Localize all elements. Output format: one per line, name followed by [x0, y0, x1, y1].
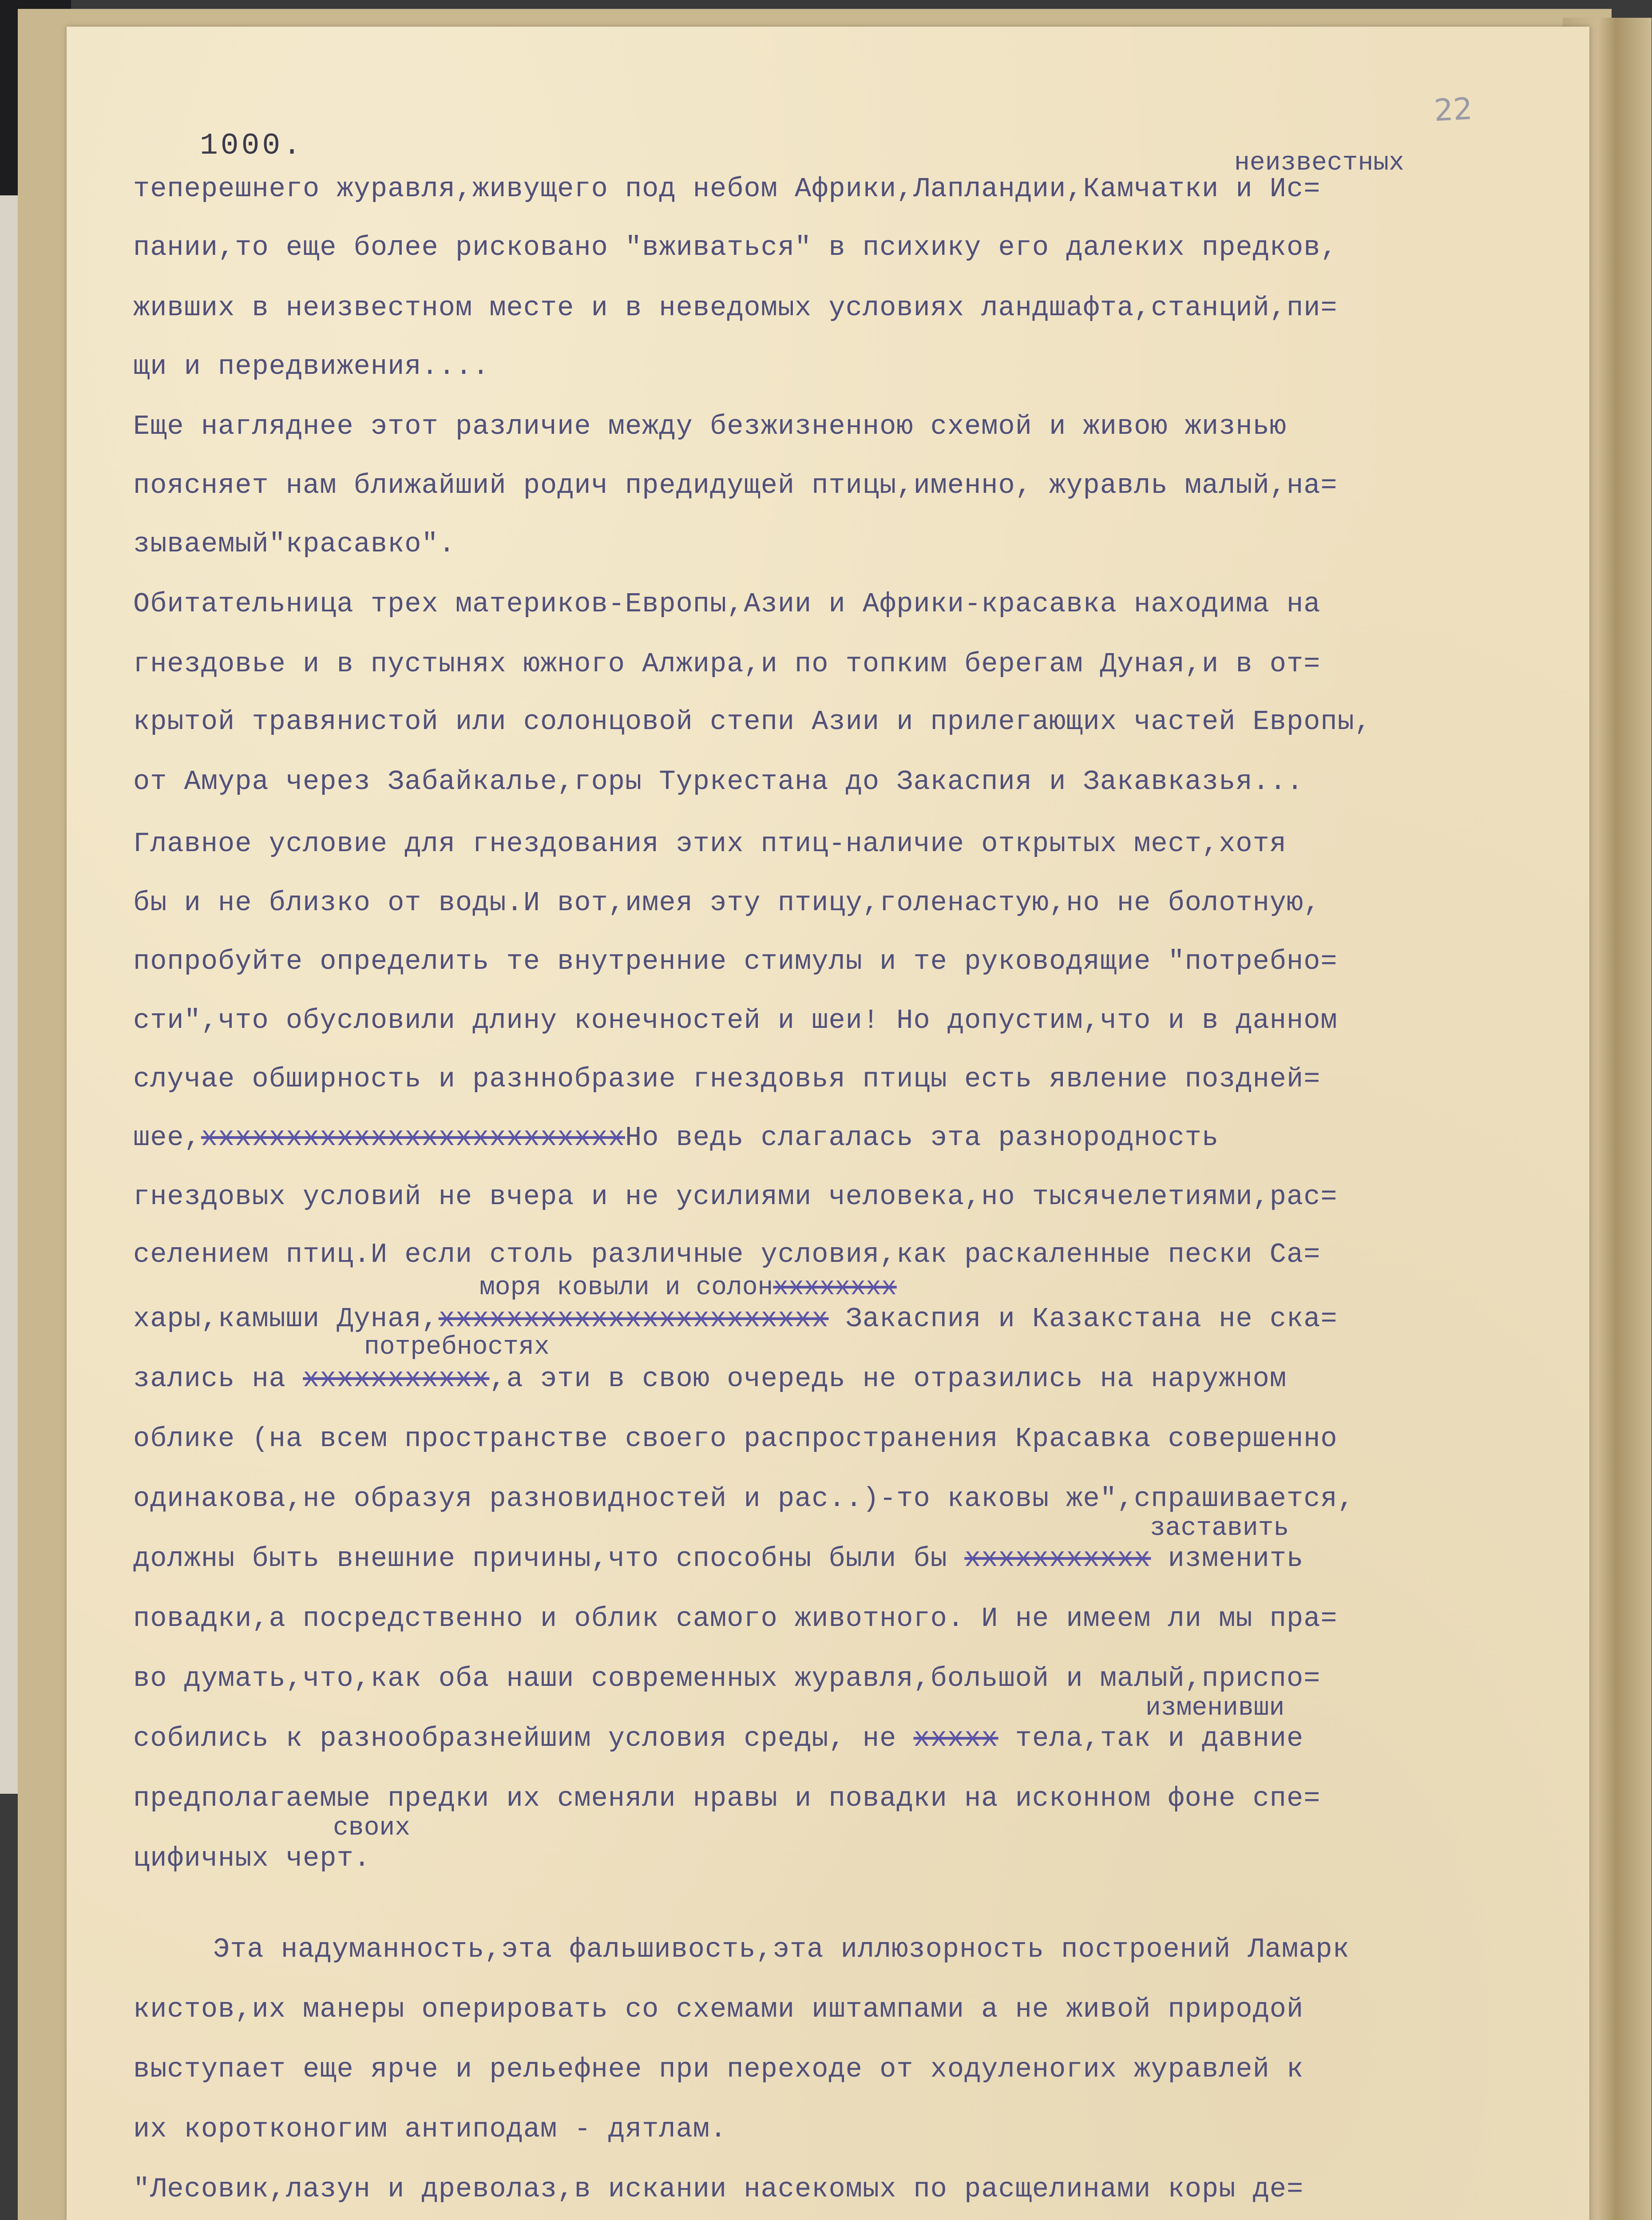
- text-line-22: облике (на всем пространстве своего распространения Красавка совершенно: [133, 1423, 1338, 1455]
- archive-page-number: 22: [1433, 91, 1474, 129]
- text-line-21: [133, 1363, 1287, 1395]
- insertion-unknown: неизвестных: [1234, 149, 1404, 178]
- text-line-5: Еще нагляднее этот различие между безжизненною схемой и живою жизнью: [133, 411, 1287, 442]
- text-line-10: крытой травянистой или солонцовой степи Азии и прилегающих частей Европы,: [133, 706, 1372, 737]
- text-line-14: попробуйте определить те внутренние стимулы и те руководящие "потребно=: [133, 946, 1338, 977]
- struck-text-5: xxxxx: [913, 1723, 998, 1754]
- struck-text-2: xxxxxxxxxxxxxxxxxxxxxxx: [438, 1303, 829, 1335]
- text-line-27: [133, 1723, 1303, 1754]
- text-line-29: цифичных черт.: [133, 1843, 371, 1874]
- text-line-6-part: поясняет нам ближайший родич предидущей птицы,именно, журавль малый,на=: [133, 470, 1338, 501]
- text-line-20-end: Закаспия и Казакстана не ска=: [828, 1303, 1338, 1335]
- text-line-3: живших в неизвестном месте и в неведомых условиях ландшафта,станций,пи=: [133, 292, 1338, 324]
- struck-text-3: xxxxxxxxxxx: [303, 1363, 490, 1395]
- struck-text-1: xxxxxxxxxxxxxxxxxxxxxxxxx: [201, 1122, 625, 1154]
- insertion-sea-grasses: [479, 1273, 897, 1302]
- text-line-19: селением птиц.И если столь различные условия,как раскаленные пески Са=: [133, 1239, 1321, 1270]
- text-line-20-start: хары,камыши Дуная,: [133, 1303, 439, 1335]
- text-line-9: гнездовье и в пустынях южного Алжира,и по топким берегам Дуная,и в от=: [133, 648, 1321, 680]
- text-line-16: случае обширность и разннобразие гнездовья птицы есть явление поздней=: [133, 1063, 1321, 1095]
- text-line-28: предполагаемые предки их сменяли нравы и повадки на исконном фоне спе=: [133, 1783, 1321, 1814]
- page-number: 1000.: [200, 129, 304, 163]
- text-line-21-start: зались на: [133, 1363, 286, 1395]
- text-line-17-end: Но ведь слагалась эта разнородность: [625, 1122, 1219, 1154]
- text-line-27-start: собились к разнообразнейшим условия среды, не: [133, 1723, 897, 1754]
- text-line-25: повадки,а посредственно и облик самого животного. И не имеем ли мы пра=: [133, 1603, 1338, 1634]
- text-line-33: их коротконогим антиподам - дятлам.: [133, 2113, 727, 2145]
- text-line-24-end: изменить: [1151, 1543, 1304, 1574]
- text-line-30: Эта надуманность,эта фальшивость,эта иллюзорность построений Ламарк: [213, 1934, 1350, 1965]
- struck-text-4: xxxxxxxxxxx: [964, 1543, 1151, 1574]
- insertion-changed: изменивши: [1145, 1694, 1285, 1723]
- insertion-own: своих: [333, 1814, 411, 1843]
- text-line-12: Главное условие для гнездования этих птиц-наличие открытых мест,хотя: [133, 828, 1287, 860]
- text-line-1: теперешнего журавля,живущего под небом Африки,Лапландии,Камчатки и Ис=: [133, 173, 1321, 205]
- text-line-23: одинакова,не образуя разновидностей и рас..)-то каковы же",спрашивается,: [133, 1483, 1355, 1514]
- text-line-7: зываемый"красавко".: [133, 528, 456, 560]
- text-line-4: щи и передвижения....: [133, 351, 490, 382]
- typed-text-body: [133, 149, 1576, 2205]
- text-line-21-end: ,а эти в свою очередь не отразились на наружном: [489, 1363, 1287, 1395]
- text-line-31: кистов,их манеры оперировать со схемами иштампами а не живой природой: [133, 1994, 1304, 2025]
- text-line-27-end: тела,так и давние: [998, 1723, 1304, 1754]
- text-line-26: во думать,что,как оба наши современных журавля,большой и малый,приспо=: [133, 1663, 1321, 1694]
- text-line-32: выступает еще ярче и рельефнее при переходе от ходуленогих журавлей к: [133, 2054, 1304, 2085]
- text-line-17: [133, 1122, 1219, 1154]
- text-line-18: гнездовых условий не вчера и не усилиями человека,но тысячелетиями,рас=: [133, 1181, 1338, 1213]
- text-line-17-start: шее,: [133, 1122, 201, 1154]
- insertion-force: заставить: [1150, 1514, 1289, 1543]
- text-line-24: [133, 1543, 1303, 1574]
- insertion-needs: потребностях: [364, 1333, 550, 1362]
- text-line-11: от Амура через Забайкалье,горы Туркестана до Закаспия и Закавказья...: [133, 766, 1304, 797]
- text-line-24-start: должны быть внешние причины,что способны были бы: [133, 1543, 947, 1574]
- text-line-13: бы и не близко от воды.И вот,имея эту птицу,голенастую,но не болотную,: [133, 887, 1321, 919]
- text-line-8: Обитательница трех материков-Европы,Азии и Африки-красавка находима на: [133, 588, 1321, 620]
- text-line-20: [133, 1303, 1338, 1335]
- text-line-34: "Лесовик,лазун и древолаз,в искании насекомых по расщелинами коры де=: [133, 2173, 1304, 2205]
- insertion-sea-grasses-text: моря ковыли и солон: [479, 1273, 773, 1302]
- insertion-struck: xxxxxxxx: [773, 1273, 897, 1302]
- text-line-2: пании,то еще более рисковано "вживаться" в психику его далеких предков,: [133, 232, 1338, 263]
- text-line-15: сти",что обусловили длину конечностей и шеи! Но допустим,что и в данном: [133, 1005, 1338, 1036]
- underline-crane-small: [1150, 470, 1371, 501]
